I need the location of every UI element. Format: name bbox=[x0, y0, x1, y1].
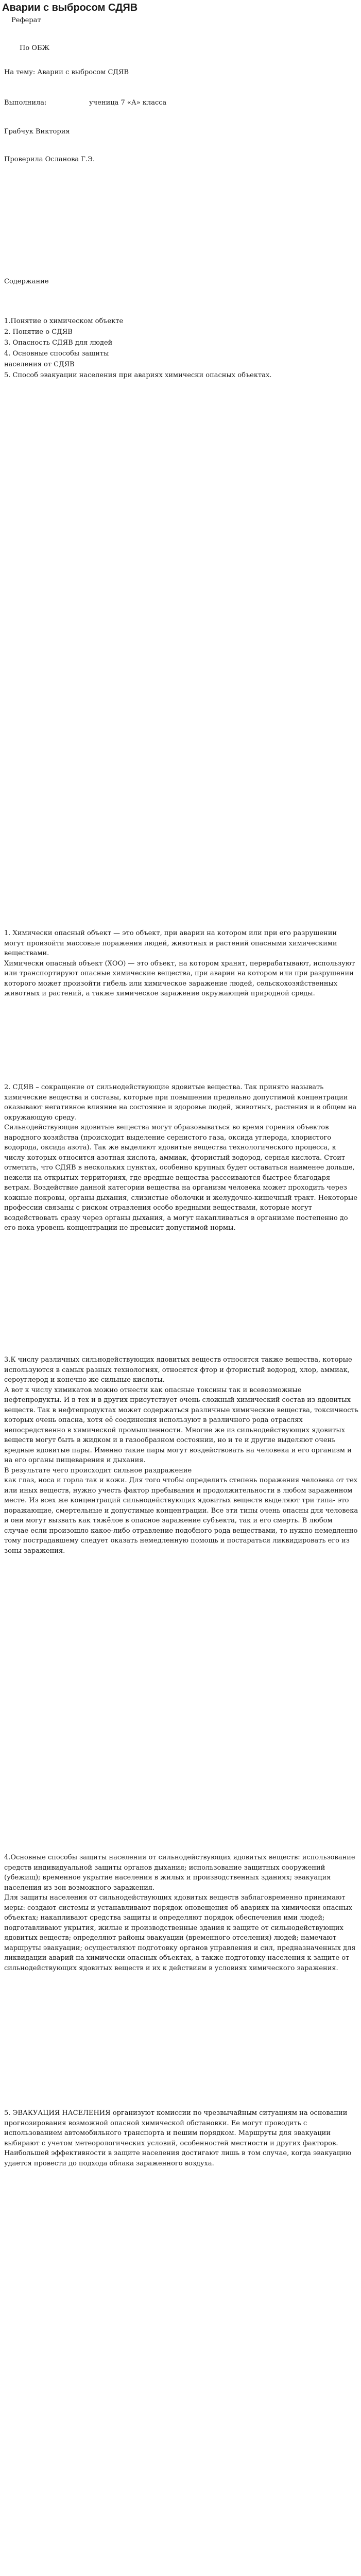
section-3-paragraph: В результате чего происходит сильное раздражение bbox=[4, 1466, 192, 1475]
section-4-paragraph: Для защиты населения от сильнодействующих ядовитых веществ заблаговременно принимают меры: создают системы и устанавливают порядок оповещения об авариях на химически опасных объектах; накапливают средства защиты и определяют порядок обеспечения ими людей; подготавливают укрытия, жилые и производственные здания к защите от сильнодействующих ядовитых веществ; определяют районы эвакуации (временного отселения) людей; намечают маршруты эвакуации; осуществляют подготовку органов управления и сил, предназначенных для ликвидации аварий на химически опасных объектах, а также подготовку населения к защите от сильнодействующих ядовитых веществ и их к действиям в условиях химического заражения. bbox=[4, 1894, 356, 1972]
topic-line: На тему: Аварии с выбросом СДЯВ bbox=[4, 69, 129, 76]
contents-item: 4. Основные способы защиты bbox=[4, 350, 109, 358]
section-4 bbox=[4, 1853, 358, 1973]
section-2 bbox=[4, 1082, 358, 1233]
author-line: Выполнила: ученица 7 «А» класса bbox=[4, 99, 167, 107]
author-name: Грабчук Виктория bbox=[4, 128, 70, 135]
section-2-paragraph: Сильнодействующие ядовитые вещества могут образовываться во время горения объектов народного хозяйства (происходит выделение сернистого газа, оксида углерода, хлористого водорода, оксида азота). Так же выделяют ядовитые вещества технологического процесса, к числу которых относится азотная кислота, аммиак, фтористый водород, серная кислота. Стоит отметить, что СДЯВ в нескольких пунктах, особенно крупных будет оставаться наименее дольше, нежели на открытых территориях, где вредные вещества рассеиваются быстрее благодаря ветрам. Воздействие данной категории вещества на организм человека может проходить через кожные покровы, органы дыхания, слизистые оболочки и желудочно-кишечный тракт. Некоторые профессии связаны с риском отравления особо вредными веществами, которые могут воздействовать сразу через органы дыхания, а могут накапливаться в организме постепенно до его пока уровень концентрации не превысит допустимой нормы. bbox=[4, 1124, 358, 1232]
contents-item: 5. Способ эвакуации населения при авариях химически опасных объектах. bbox=[4, 371, 272, 379]
contents-item: 2. Понятие о СДЯВ bbox=[4, 328, 73, 336]
referat-label: Реферат bbox=[11, 16, 41, 24]
section-1-paragraph: Химически опасный объект (ХОО) — это объект, на котором хранят, перерабатывают, используют или транспортируют опасные химические вещества, при аварии на котором или при разрушении которого может произойти гибель или химическое заражение людей, сельскохозяйственных животных и растений, а также химическое заражение окружающей природной среды. bbox=[4, 959, 355, 997]
checked-by: Проверила Осланова Г.Э. bbox=[4, 156, 95, 163]
contents-list bbox=[4, 316, 358, 381]
contents-item: 3. Опасность СДЯВ для людей bbox=[4, 339, 113, 347]
section-1-paragraph: 1. Химически опасный объект — это объект, при аварии на котором или при его разрушении могут произойти массовые поражения людей, животных и растений опасными химическими веществами. bbox=[4, 929, 337, 957]
section-4-paragraph: 4.Основные способы защиты населения от сильнодействующих ядовитых веществ: использование средств индивидуальной защиты органов дыхания; использование защитных сооружений (убежищ); временное укрытие населения в жилых и производственных зданиях; эвакуация населения из зон возможного заражения. bbox=[4, 1854, 355, 1892]
section-3-paragraph: А вот к числу химикатов можно отнести как опасные токсины так и всевозможные нефтепродукты. И в тех и в других присутствует очень сложный химический состав из ядовитых веществ. Так в нефтепродуктах может содержаться различные химические вещества, токсичность которых очень опасна, хотя её соединения используют в различного рода отраслях непосредственно в химической промышленности. Многие же из сильнодействующих ядовитых веществ могут быть в жидком и в газообразном состоянии, но и те и другие выделяют очень вредные ядовитые пары. Именно такие пары могут воздействовать на человека и его организм и на его органы пищеварения и дыхания. bbox=[4, 1386, 358, 1464]
section-1 bbox=[4, 928, 358, 999]
section-3 bbox=[4, 1355, 358, 1556]
document-title: Аварии с выбросом СДЯВ bbox=[2, 2, 138, 13]
section-5 bbox=[4, 2108, 358, 2168]
section-2-paragraph: 2. СДЯВ – сокращение от сильнодействующие ядовитые вещества. Так принято называть химические вещества и составы, которые при повышении предельно допустимой концентрации оказывают негативное влияние на состояние и здоровье людей, животных, растения и в общем на окружающую среду. bbox=[4, 1083, 357, 1122]
contents-item: населения от СДЯВ bbox=[4, 361, 75, 368]
section-3-paragraph: 3.К числу различных сильнодействующих ядовитых веществ относятся также вещества, которые используются в самых разных технологиях, относятся фтор и фтористый водород, хлор, аммиак, сероуглерод и конечно же сильные кислоты. bbox=[4, 1356, 352, 1384]
subject-label: По ОБЖ bbox=[20, 44, 50, 52]
contents-item: 1.Понятие о химическом объекте bbox=[4, 317, 124, 325]
contents-heading: Содержание bbox=[4, 278, 49, 285]
section-5-paragraph: 5. ЭВАКУАЦИЯ НАСЕЛЕНИЯ организуют комиссии по чрезвычайным ситуациям на основании прогнозирования возможной опасной химической обстановки. Ее могут проводить с использованием автомобильного транспорта и пешим порядком. Маршруты для эвакуации выбирают с учетом метеорологических условий, особенностей местности и других факторов. Наибольшей эффективности в защите населения достигают лишь в том случае, когда эвакуацию удается провести до подхода облака зараженного воздуха. bbox=[4, 2109, 352, 2167]
section-3-paragraph: как глаз, носа и горла так и кожи. Для того чтобы определить степень поражения человека от тех или иных веществ, нужно учесть фактор пребывания и продолжительности в любом зараженном месте. Из всех же концентраций сильнодействующих ядовитых веществ выделяют три типа- это поражающие, смертельные и допустимые концентрации. Все эти типы очень опасны для человека и они могут вызвать как тяжёлое в опасное заражение субъекта, так и его смерть. В любом случае если произошло какое-либо отравление подобного рода веществами, то нужно немедленно тому пострадавшему следует оказать немедленную помощь и постараться ликвидировать его из зоны заражения. bbox=[4, 1477, 358, 1555]
